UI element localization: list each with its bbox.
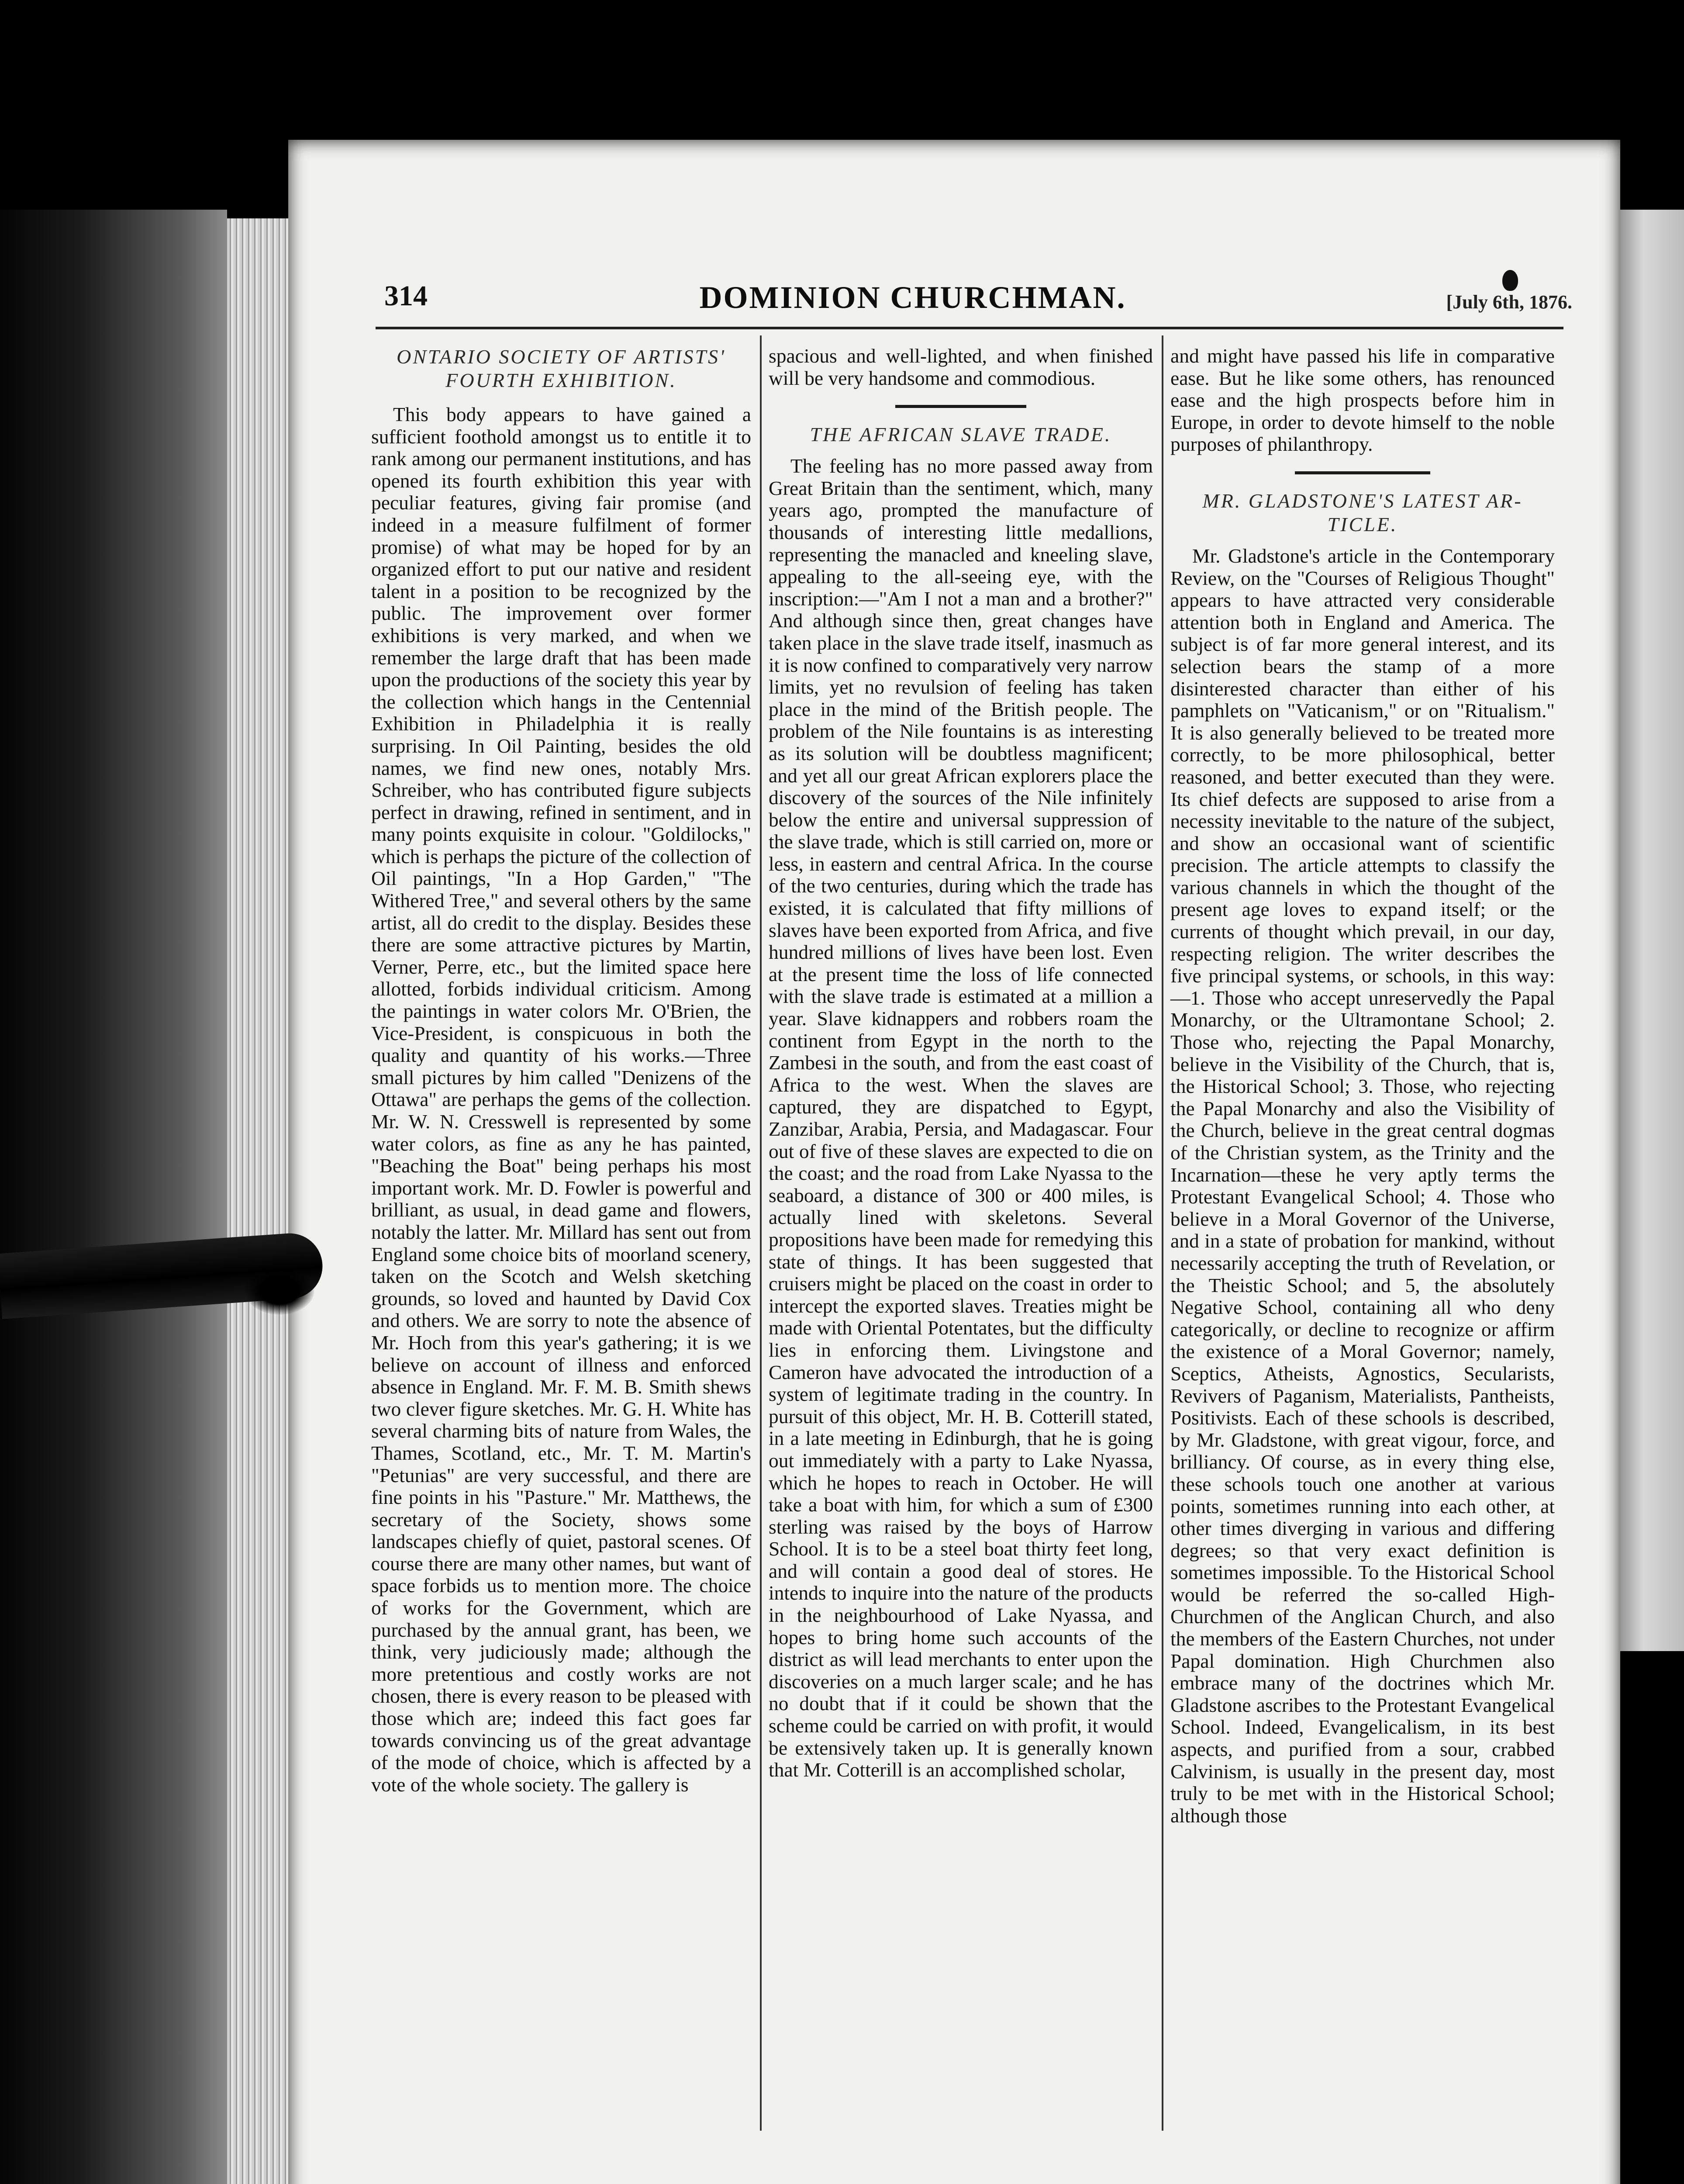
article-title-line: ONTARIO SOCIETY OF ARTISTS'	[397, 346, 726, 368]
column-2	[769, 345, 1153, 1781]
header-rule	[376, 327, 1563, 329]
column-1	[371, 345, 751, 1796]
article-body: This body appears to have gained a sufficient foothold amongst us to entitle it to rank among our permanent institutions, and has opened its fourth exhibition this year with peculiar features, giving fair promise (and indeed in a measure fulfilment of former promise) of what may be hoped for by an organized effort to put our native and resident talent in a position to be recognized by the public. The improvement over former exhibitions is very marked, and when we remember the large draft that has been made upon the productions of the society this year by the collection which hangs in the Centennial Exhibition in Philadelphia it is really surprising. In Oil Painting, besides the old names, we find new ones, notably Mrs. Schreiber, who has contributed figure subjects perfect in drawing, refined in sentiment, and in many points exquisite in colour. "Goldilocks," which is perhaps the picture of the collection of Oil paintings, "In a Hop Garden," "The Withered Tree," and several others by the same artist, all do credit to the display. Besides these there are some attractive pictures by Martin, Verner, Perre, etc., but the limited space here allotted, forbids individual criticism. Among the paintings in water colors Mr. O'Brien, the Vice-President, is conspicuous in both the quality and quantity of his works.—Three small pictures by him called "Denizens of the Ottawa" are perhaps the gems of the collection. Mr. W. N. Cresswell is represented by some water colors, as fine as any he has painted, "Beaching the Boat" being perhaps his most important work. Mr. D. Fowler is powerful and brilliant, as usual, in dead game and flowers, notably the latter. Mr. Millard has sent out from England some choice bits of moorland scenery, taken on the Scotch and Welsh sketching grounds, so loved and haunted by David Cox and others. We are sorry to note the absence of Mr. Hoch from this year's gathering; it is we believe on account of illness and enforced absence in England. Mr. F. M. B. Smith shews two clever figure sketches. Mr. G. H. White has several charming bits of nature from Wales, the Thames, Scotland, etc., Mr. T. M. Martin's "Petunias" are very successful, and there are fine points in his "Pasture." Mr. Matthews, the secretary of the Society, shows some landscapes chiefly of quiet, pastoral scenes. Of course there are many other names, but want of space forbids us to mention more. The choice of works for the Government, which are purchased by the annual grant, has been, we think, very judiciously made; although the more pretentious and costly works are not chosen, there is every reason to be pleased with those which are; indeed this fact goes far towards convincing us of the great advantage of the mode of choice, which is affected by a vote of the whole society. The gallery is	[371, 403, 751, 1796]
section-rule	[1295, 471, 1430, 474]
article-body: Mr. Gladstone's article in the Contemporary Review, on the "Courses of Religious Thought" appears to have attracted very considerable attention both in England and America. The subject is of far more general interest, and its selection bears the stamp of a more disinterested character than either of his pamphlets on "Vaticanism," or on "Ritualism." It is also generally believed to be treated more correctly, to be more philosophical, better reasoned, and better executed than they were. Its chief defects are supposed to arise from a necessity inevitable to the nature of the subject, and show an occasional want of scientific precision. The article attempts to classify the various channels in which the thought of the present age loves to expand itself; or the currents of thought which prevail, in our day, respecting religion. The writer describes the five principal systems, or schools, in this way:—1. Those who accept unreservedly the Papal Monarchy, or the Ultramontane School; 2. Those who, rejecting the Papal Monarchy, believe in the Visibility of the Church, that is, the Historical School; 3. Those, who rejecting the Papal Monarchy and also the Visibility of the Church, believe in the great central dogmas of the Christian system, as the Trinity and the Incarnation—these he very aptly terms the Protestant Evangelical School; 4. Those who believe in a Moral Governor of the Universe, and in a state of probation for mankind, without necessarily accepting the truth of Revelation, or the Theistic School; and 5, the absolutely Negative School, containing all who deny categorically, or decline to recognize or affirm the existence of a Moral Governor; namely, Sceptics, Atheists, Agnostics, Secularists, Revivers of Paganism, Materialists, Pantheists, Positivists. Each of these schools is described, by Mr. Gladstone, with great vigour, force, and brilliancy. Of course, as in every thing else, these schools touch one another at various points, sometimes running into each other, at other times diverging in various and differing degrees; so that very exact definition is sometimes impossible. To the Historical School would be referred the so-called High-Churchmen of the Anglican Church, and also the members of the Eastern Churches, not under Papal domination. High Churchmen also embrace many of the doctrines which Mr. Gladstone ascribes to the Protestant Evangelical School. Indeed, Evangelicalism, in its best aspects, and purified from a sour, crabbed Calvinism, is usually in the present day, most truly to be met with in the Historical School; although those	[1170, 544, 1555, 1827]
article-title-line: FOURTH EXHIBITION.	[445, 369, 677, 391]
article-title	[1170, 489, 1555, 536]
article-continuation: and might have passed his life in comparative ease. But he like some others, has renounced ease and the high prospects before him in Europe, in order to devote himself to the noble purposes of philanthropy.	[1170, 345, 1555, 456]
column-divider	[760, 335, 762, 2131]
page-header	[384, 280, 1572, 323]
article-body: The feeling has no more passed away from Great Britain than the sentiment, which, many years ago, prompted the manufacture of thousands of interesting little medallions, representing the manacled and kneeling slave, appealing to the all-seeing eye, with the inscription:—"Am I not a man and a brother?" And although since then, great changes have taken place in the slave trade itself, inasmuch as it is now confined to comparatively very narrow limits, yet no revulsion of feeling has taken place in the mind of the British people. The problem of the Nile fountains is as interesting as its solution will be doubtless magnificent; and yet all our great African explorers place the discovery of the sources of the Nile infinitely below the entire and universal suppression of the slave trade, which is still carried on, more or less, in eastern and central Africa. In the course of the two centuries, during which the trade has existed, it is calculated that fifty millions of slaves have been exported from Africa, and five hundred millions of lives have been lost. Even at the present time the loss of life connected with the slave trade is estimated at a million a year. Slave kidnappers and robbers roam the continent from Egypt in the north to the Zambesi in the south, and from the east coast of Africa to the west. When the slaves are captured, they are dispatched to Egypt, Zanzibar, Arabia, Persia, and Madagascar. Four out of five of these slaves are expected to die on the coast; and the road from Lake Nyassa to the seaboard, a distance of 300 or 400 miles, is actually lined with skeletons. Several propositions have been made for remedying this state of things. It has been suggested that cruisers might be placed on the coast in order to intercept the exported slaves. Treaties might be made with Oriental Potentates, but the difficulty lies in enforcing them. Livingstone and Cameron have advocated the introduction of a system of legitimate trading in the country. In pursuit of this object, Mr. H. B. Cotterill stated, in a late meeting in Edinburgh, that he is going out immediately with a party to Lake Nyassa, which he hopes to reach in October. He will take a boat with him, for which a sum of £300 sterling was raised by the boys of Harrow School. It is to be a steel boat thirty feet long, and will contain a good deal of stores. He intends to inquire into the nature of the products in the neighbourhood of Lake Nyassa, and hopes to bring home such accounts of the district as will lead merchants to enter upon the discoveries on a much larger scale; and he has no doubt that if it could be shown that the scheme could be carried on with profit, it would be extensively taken up. It is generally known that Mr. Cotterill is an accomplished scholar,	[769, 455, 1153, 1781]
section-rule	[895, 405, 1026, 408]
issue-date: [July 6th, 1876.	[1446, 291, 1572, 313]
article-title: THE AFRICAN SLAVE TRADE.	[810, 423, 1112, 446]
column-divider	[1162, 335, 1163, 2131]
page-number: 314	[384, 280, 428, 312]
journal-title: DOMINION CHURCHMAN.	[699, 280, 1126, 315]
article-title	[371, 345, 751, 392]
book-binding-right	[1616, 210, 1684, 1651]
article-title-line: TICLE.	[1327, 513, 1398, 536]
ornament-mark	[1502, 270, 1518, 291]
article-continuation: spacious and well-lighted, and when finished will be very handsome and commodious.	[769, 345, 1153, 389]
article-title-line: MR. GLADSTONE'S LATEST AR-	[1202, 489, 1523, 512]
ink-smudge	[245, 1267, 314, 1315]
column-3	[1170, 345, 1555, 1827]
book-binding-left	[0, 210, 227, 2184]
